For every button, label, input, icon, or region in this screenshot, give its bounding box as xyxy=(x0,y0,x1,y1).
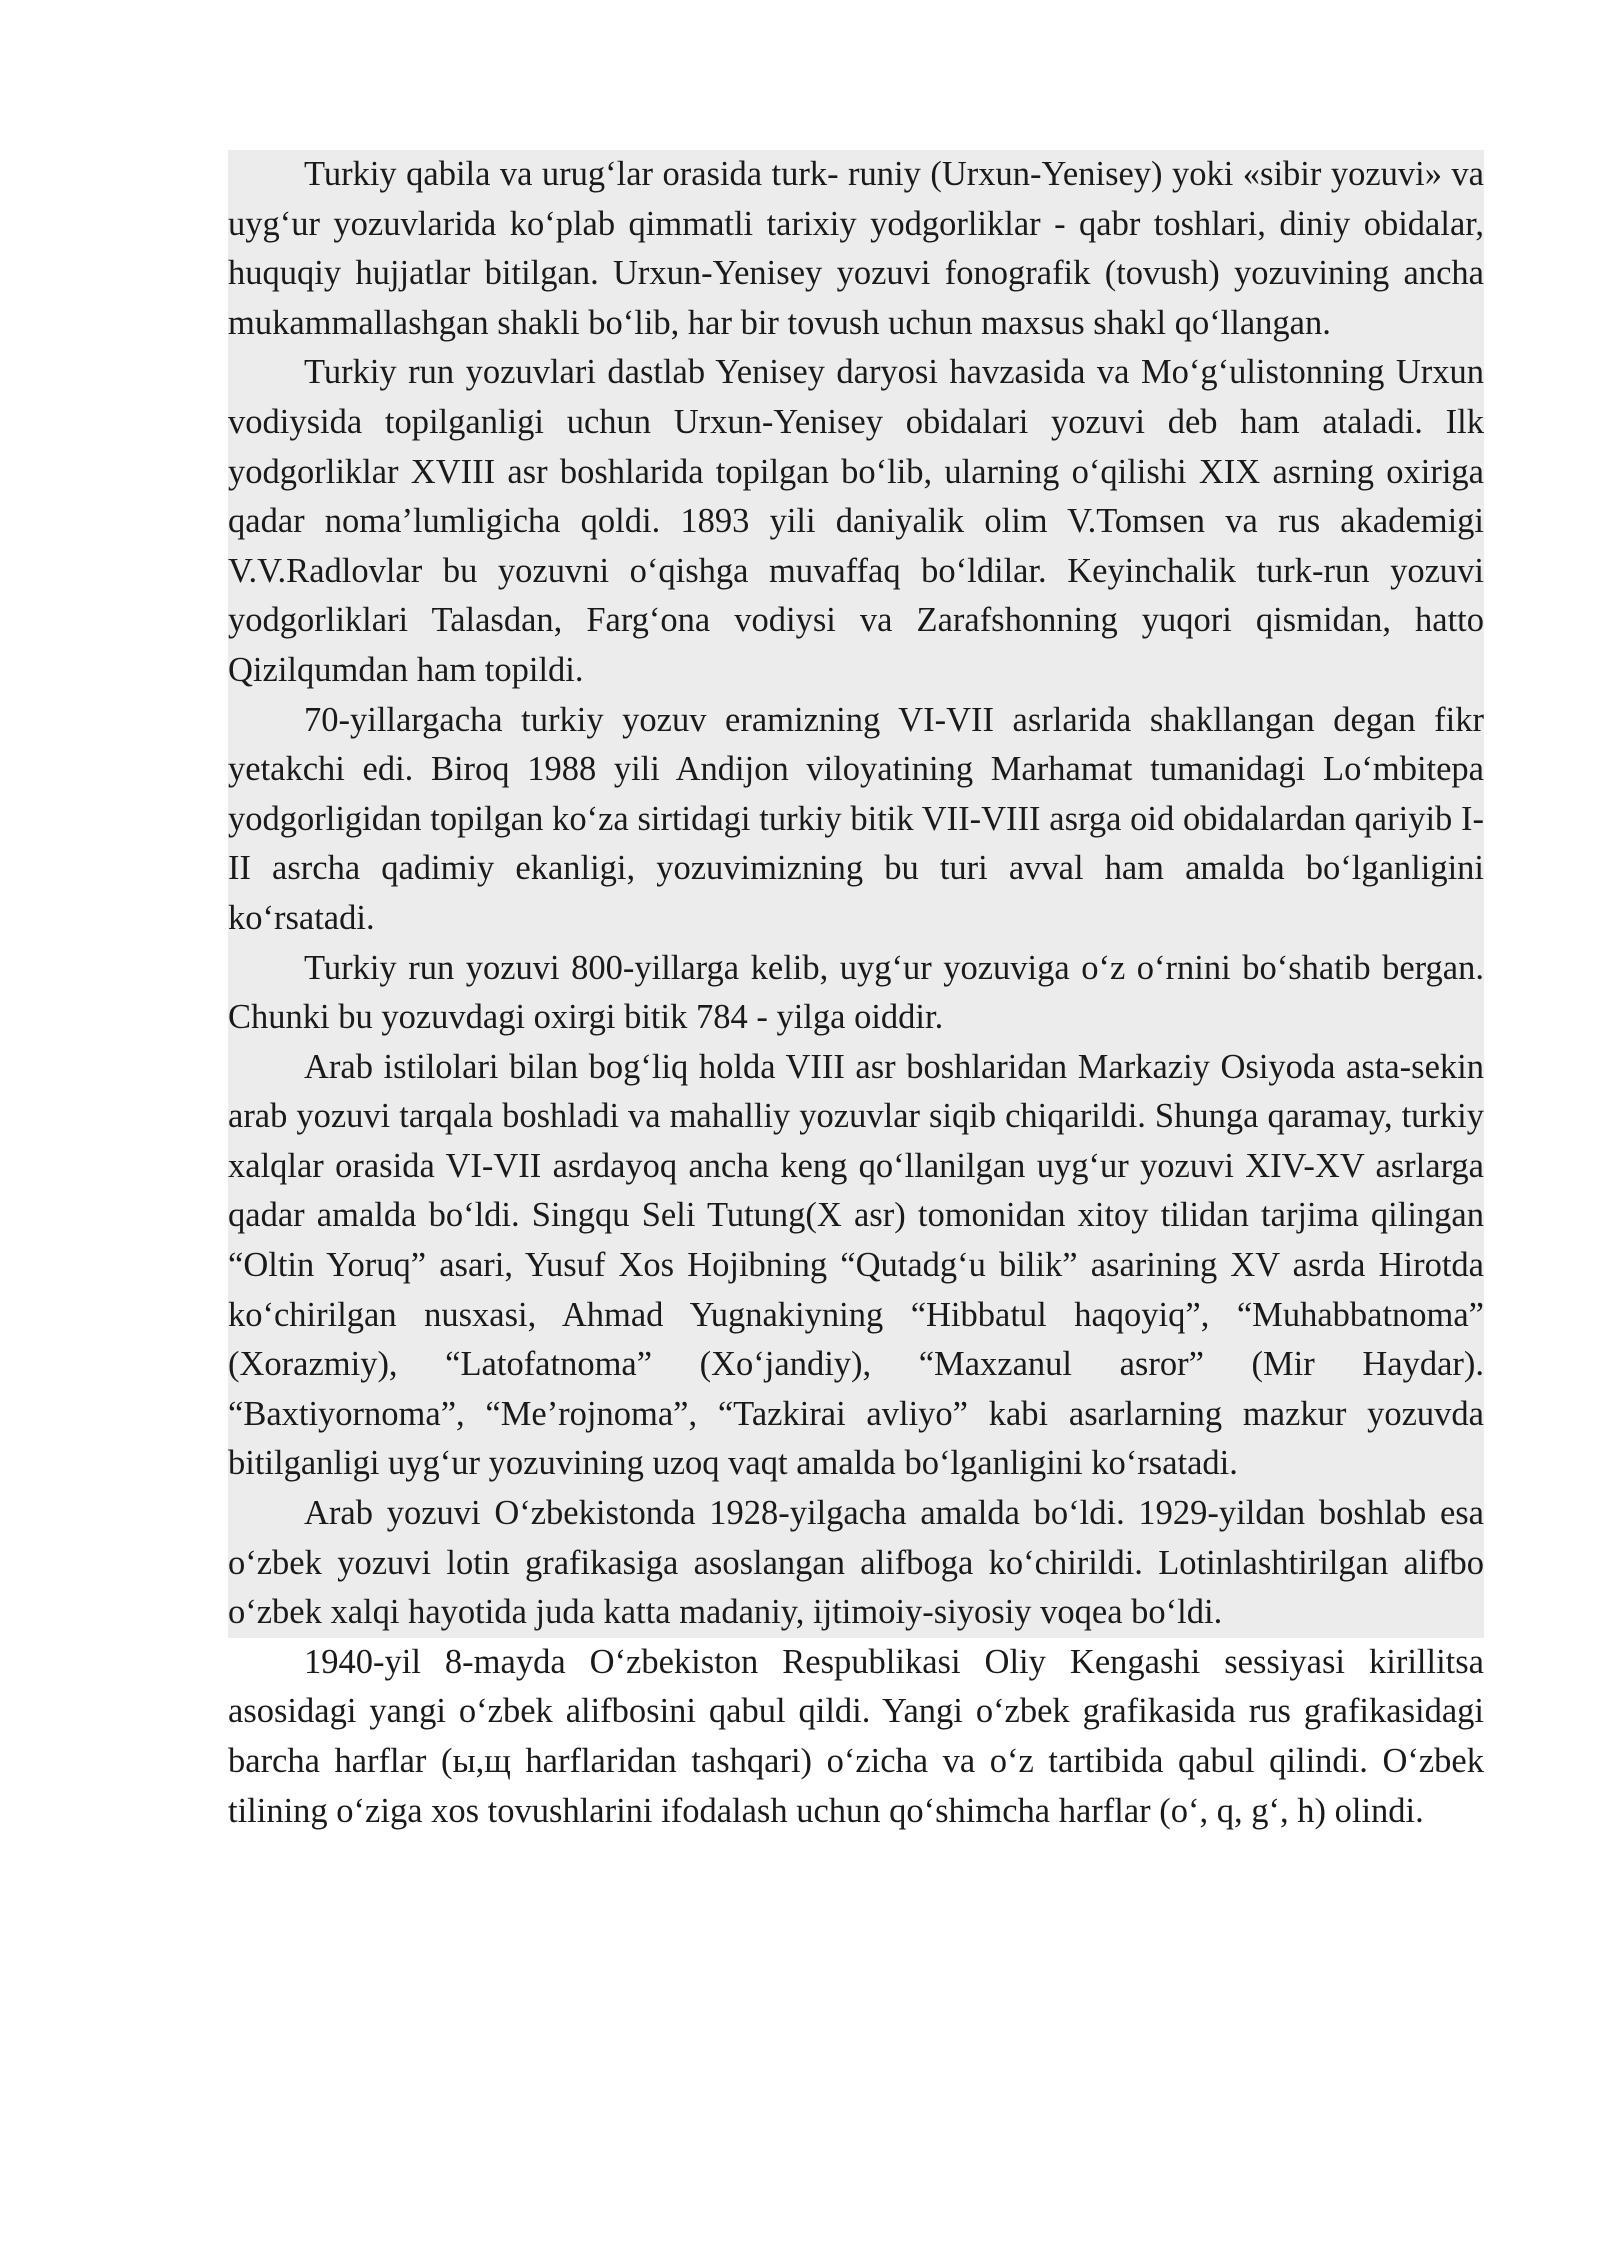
paragraph-6: Arab yozuvi O‘zbekistonda 1928-yilgacha amalda bo‘ldi. 1929-yildan boshlab esa o‘zbek yozuvi lotin grafikasiga asoslangan alifboga ko‘chirildi. Lotinlashtirilgan alifbo o‘zbek xalqi hayotida juda katta madaniy, ijtimoiy-siyosiy voqea bo‘ldi. xyxy=(228,1494,1484,1632)
paragraph-5: Arab istilolari bilan bog‘liq holda VIII asr boshlaridan Markaziy Osiyoda asta-sekin arab yozuvi tarqala boshladi va mahalliy yozuvlar siqib chiqarildi. Shunga qaramay, turkiy xalqlar orasida VI-VII asrdayoq ancha keng qo‘llanilgan uyg‘ur yozuvi XIV-XV asrlarga qadar amalda bo‘ldi. Singqu Seli Tutung(X asr) tomonidan xitoy tilidan tarjima qilingan “Oltin Yoruq” asari, Yusuf Xos Hojibning “Qutadg‘u bilik” asarining XV asrda Hirotda ko‘chirilgan nusxasi, Ahmad Yugnakiyning “Hibbatul haqoyiq”, “Muhabbatnoma” (Xorazmiy), “Latofatnoma” (Xo‘jandiy), “Maxzanul asror” (Mir Haydar). “Baxtiyornoma”, “Me’rojnoma”, “Tazkirai avliyo” kabi asarlarning mazkur yozuvda bitilganligi uyg‘ur yozuvining uzoq vaqt amalda bo‘lganligini ko‘rsatadi. xyxy=(228,1047,1484,1483)
paragraph-4: Turkiy run yozuvi 800-yillarga kelib, uyg‘ur yozuviga o‘z o‘rnini bo‘shatib bergan. Chunki bu yozuvdagi oxirgi bitik 784 - yilga oiddir. xyxy=(228,948,1484,1037)
paragraph-7: 1940-yil 8-mayda O‘zbekiston Respublikasi Oliy Kengashi sessiyasi kirillitsa asosidagi yangi o‘zbek alifbosini qabul qildi. Yangi o‘zbek grafikasida rus grafikasidagi barcha harflar (ы,щ harflaridan tashqari) o‘zicha va o‘z tartibida qabul qilindi. O‘zbek tilining o‘ziga xos tovushlarini ifodalash uchun qo‘shimcha harflar (o‘, q, g‘, h) olindi. xyxy=(228,1642,1484,1830)
paragraph-2: Turkiy run yozuvlari dastlab Yenisey daryosi havzasida va Mo‘g‘ulistonning Urxun vodiysida topilganligi uchun Urxun-Yenisey obidalari yozuvi deb ham ataladi. Ilk yodgorliklar XVIII asr boshlarida topilgan bo‘lib, ularning o‘qilishi XIX asrning oxiriga qadar noma’lumligicha qoldi. 1893 yili daniyalik olim V.Tomsen va rus akademigi V.V.Radlovlar bu yozuvni o‘qishga muvaffaq bo‘ldilar. Keyinchalik turk-run yozuvi yodgorliklari Talasdan, Farg‘ona vodiysi va Zarafshonning yuqori qismidan, hatto Qizilqumdan ham topildi. xyxy=(228,353,1484,689)
highlighted-section xyxy=(228,150,1484,1638)
paragraph-3: 70-yillargacha turkiy yozuv eramizning VI-VII asrlarida shakllangan degan fikr yetakchi edi. Biroq 1988 yili Andijon viloyatining Marhamat tumanidagi Lo‘mbitepa yodgorligidan topilgan ko‘za sirtidagi turkiy bitik VII-VIII asrga oid obidalardan qariyib I-II asrcha qadimiy ekanligi, yozuvimizning bu turi avval ham amalda bo‘lganligini ko‘rsatadi. xyxy=(228,700,1484,937)
document-page xyxy=(228,150,1484,1836)
paragraph-1: Turkiy qabila va urug‘lar orasida turk- runiy (Urxun-Yenisey) yoki «sibir yozuvi» va uyg‘ur yozuvlarida ko‘plab qimmatli tarixiy yodgorliklar - qabr toshlari, diniy obidalar, huquqiy hujjatlar bitilgan. Urxun-Yenisey yozuvi fonografik (tovush) yozuvining ancha mukammallashgan shakli bo‘lib, har bir tovush uchun maxsus shakl qo‘llangan. xyxy=(228,155,1484,342)
